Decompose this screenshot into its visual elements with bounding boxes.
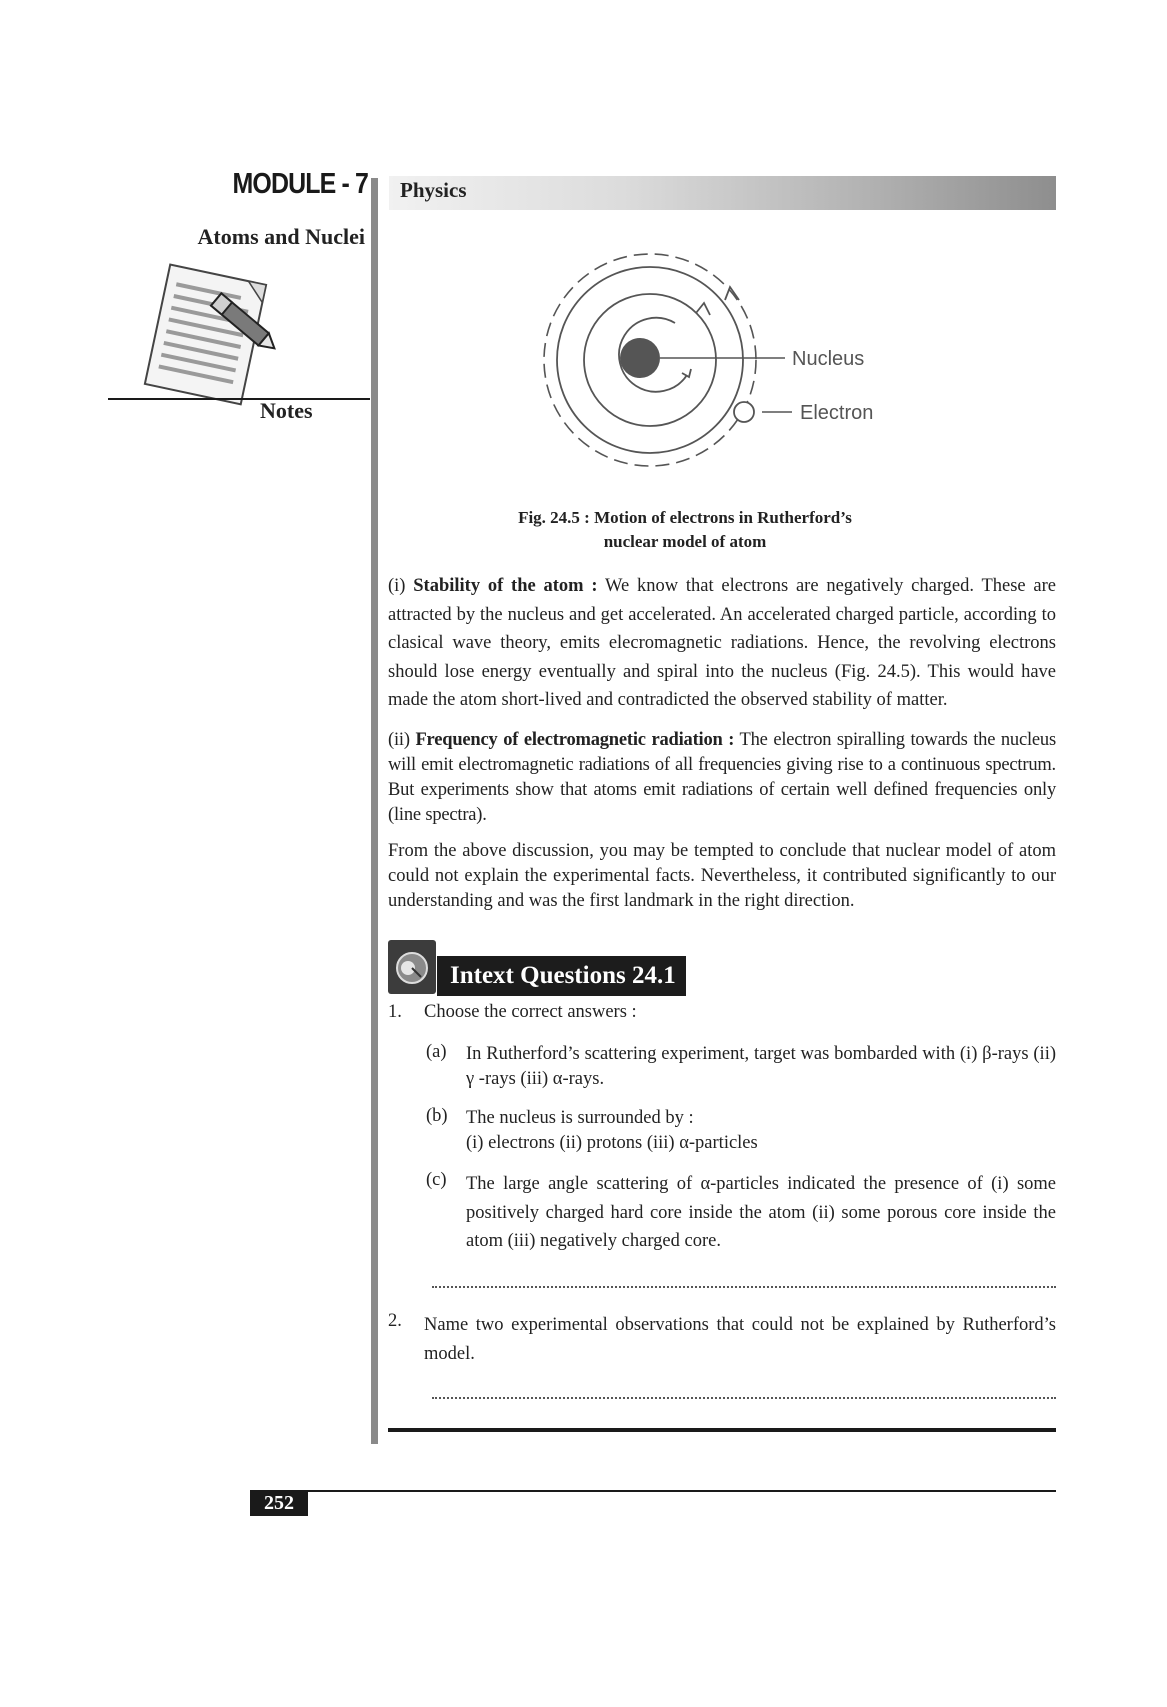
electron-dot	[734, 402, 754, 422]
paragraph-frequency	[388, 728, 1056, 828]
answer-line-1[interactable]	[432, 1284, 1056, 1288]
option-a-text: In Rutherford’s scattering experiment, target was bombarded with (i) β-rays (ii) γ -rays (iii) α-rays.	[466, 1044, 1056, 1089]
option-b-line-1: The nucleus is surrounded by :	[466, 1108, 694, 1128]
para-lead: (i)	[388, 576, 414, 596]
intext-questions-title: Intext Questions 24.1	[437, 956, 686, 996]
paragraph-stability	[388, 572, 1056, 715]
option-b-line-2: (i) electrons (ii) protons (iii) α-particles	[466, 1133, 758, 1153]
question-1-number: 1.	[388, 1002, 402, 1022]
para-heading: Stability of the atom :	[413, 576, 598, 596]
para-text: We know that electrons are negatively charged. These are attracted by the nucleus and get accelerated. An accelerated charged particle, according to clasical wave theory, emits elecromagnetic radiations. Hence, the revolving electrons should lose energy eventually and spiral into the nucleus (Fig. 24.5). This would have made the atom short-lived and contradicted the observed stability of matter.	[388, 576, 1056, 710]
nucleus-dot	[620, 338, 660, 378]
option-c-label: (c)	[426, 1170, 447, 1190]
module-subtitle: Atoms and Nuclei	[197, 224, 365, 249]
notepad-pencil-icon	[138, 262, 288, 412]
paragraph-conclusion: From the above discussion, you may be tempted to conclude that nuclear model of atom could not explain the experimental facts. Nevertheless, it contributed significantly to our understanding and was the first landmark in the right direction.	[388, 841, 1056, 911]
caption-line-2: nuclear model of atom	[603, 532, 767, 551]
nucleus-label: Nucleus	[792, 348, 865, 370]
margin-divider	[371, 178, 378, 1444]
header-band	[389, 176, 1056, 210]
atom-model-figure	[540, 245, 900, 505]
option-a-label: (a)	[426, 1042, 447, 1062]
page-number: 252	[250, 1490, 308, 1516]
electron-label: Electron	[800, 402, 874, 424]
answer-line-2[interactable]	[432, 1395, 1056, 1399]
caption-line-1: Fig. 24.5 : Motion of electrons in Rutherford’s	[518, 508, 852, 527]
orbit-arrow-1	[696, 303, 710, 315]
intext-questions-icon	[388, 940, 436, 994]
section-end-rule	[388, 1428, 1056, 1432]
para-text: The electron spiralling towards the nucleus will emit electromagnetic radiations of all frequencies giving rise to a continuous spectrum. But experiments show that atoms emit radiations of certain well defined frequencies only (line spectra).	[388, 730, 1056, 825]
question-1-text: Choose the correct answers :	[424, 1002, 637, 1022]
footer-rule	[250, 1490, 1056, 1492]
option-c-text: The large angle scattering of α-particles indicated the presence of (i) some positively charged hard core inside the atom (ii) some porous core inside the atom (iii) negatively charged core.	[466, 1174, 1056, 1251]
para-heading: Frequency of electromagnetic radiation :	[415, 730, 735, 750]
figure-caption	[460, 506, 910, 554]
spiral-arrow	[682, 369, 691, 377]
para-lead: (ii)	[388, 730, 416, 750]
header-title: Physics	[400, 178, 467, 202]
question-2-text: Name two experimental observations that could not be explained by Rutherford’s model.	[424, 1315, 1056, 1364]
module-title: MODULE - 7	[232, 168, 368, 200]
option-b-label: (b)	[426, 1106, 448, 1126]
question-2-number: 2.	[388, 1311, 402, 1331]
notes-label: Notes	[260, 398, 313, 423]
option-b-text	[466, 1106, 1056, 1156]
